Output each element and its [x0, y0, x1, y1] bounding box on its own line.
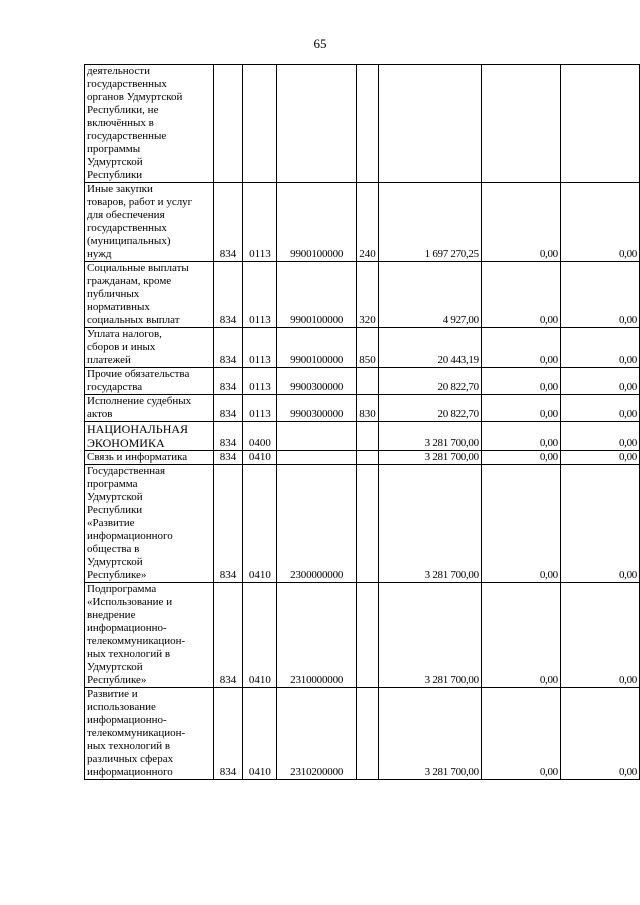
- amount-2-cell: 0,00: [481, 395, 560, 422]
- expense-type-cell: [357, 688, 379, 780]
- row-name-cell: Развитие и использование информационно- телекоммуникацион- ных технологий в различных сферах информационного: [85, 688, 214, 780]
- amount-2-cell: 0,00: [481, 328, 560, 368]
- grbs-code-cell: 834: [213, 183, 243, 262]
- amount-3-cell: [560, 65, 639, 183]
- table-row: [85, 65, 640, 183]
- amount-2-cell: 0,00: [481, 422, 560, 451]
- amount-2-cell: 0,00: [481, 465, 560, 583]
- section-code-cell: 0410: [243, 688, 277, 780]
- row-name-cell: НАЦИОНАЛЬНАЯ ЭКОНОМИКА: [85, 422, 214, 451]
- amount-3-cell: 0,00: [560, 183, 639, 262]
- target-article-cell: 2310200000: [277, 688, 357, 780]
- table-row: [85, 583, 640, 688]
- expense-type-cell: 240: [357, 183, 379, 262]
- amount-3-cell: 0,00: [560, 395, 639, 422]
- table-row: [85, 368, 640, 395]
- section-code-cell: 0410: [243, 583, 277, 688]
- amount-2-cell: 0,00: [481, 262, 560, 328]
- expense-type-cell: [357, 583, 379, 688]
- table-row: [85, 262, 640, 328]
- grbs-code-cell: 834: [213, 451, 243, 465]
- target-article-cell: 9900300000: [277, 395, 357, 422]
- amount-cell: 3 281 700,00: [378, 465, 481, 583]
- target-article-cell: 9900100000: [277, 183, 357, 262]
- target-article-cell: 9900100000: [277, 328, 357, 368]
- section-code-cell: 0410: [243, 451, 277, 465]
- target-article-cell: [277, 451, 357, 465]
- amount-2-cell: [481, 65, 560, 183]
- section-code-cell: [243, 65, 277, 183]
- expense-type-cell: [357, 422, 379, 451]
- amount-cell: 20 822,70: [378, 368, 481, 395]
- grbs-code-cell: 834: [213, 422, 243, 451]
- amount-cell: [378, 65, 481, 183]
- amount-cell: 20 822,70: [378, 395, 481, 422]
- target-article-cell: 2310000000: [277, 583, 357, 688]
- amount-2-cell: 0,00: [481, 368, 560, 395]
- section-code-cell: 0400: [243, 422, 277, 451]
- grbs-code-cell: 834: [213, 583, 243, 688]
- target-article-cell: 9900300000: [277, 368, 357, 395]
- row-name-cell: Исполнение судебных актов: [85, 395, 214, 422]
- section-code-cell: 0113: [243, 328, 277, 368]
- table-row: [85, 451, 640, 465]
- expense-type-cell: [357, 65, 379, 183]
- amount-2-cell: 0,00: [481, 183, 560, 262]
- amount-3-cell: 0,00: [560, 368, 639, 395]
- amount-cell: 20 443,19: [378, 328, 481, 368]
- table-row: [85, 688, 640, 780]
- section-code-cell: 0113: [243, 262, 277, 328]
- amount-3-cell: 0,00: [560, 583, 639, 688]
- expense-type-cell: [357, 451, 379, 465]
- grbs-code-cell: 834: [213, 262, 243, 328]
- section-code-cell: 0410: [243, 465, 277, 583]
- grbs-code-cell: 834: [213, 688, 243, 780]
- row-name-cell: Связь и информатика: [85, 451, 214, 465]
- row-name-cell: Социальные выплаты гражданам, кроме публичных нормативных социальных выплат: [85, 262, 214, 328]
- row-name-cell: Подпрограмма «Использование и внедрение информационно- телекоммуникацион- ных технологий в Удмуртской Республике»: [85, 583, 214, 688]
- target-article-cell: 2300000000: [277, 465, 357, 583]
- table-row: [85, 395, 640, 422]
- amount-cell: 3 281 700,00: [378, 583, 481, 688]
- grbs-code-cell: 834: [213, 368, 243, 395]
- amount-3-cell: 0,00: [560, 262, 639, 328]
- grbs-code-cell: 834: [213, 328, 243, 368]
- amount-3-cell: 0,00: [560, 328, 639, 368]
- table-row: [85, 422, 640, 451]
- grbs-code-cell: 834: [213, 465, 243, 583]
- table-row: [85, 183, 640, 262]
- row-name-cell: Государственная программа Удмуртской Республики «Развитие информационного общества в Удмуртской Республике»: [85, 465, 214, 583]
- page-number: 65: [313, 36, 327, 51]
- amount-3-cell: 0,00: [560, 688, 639, 780]
- grbs-code-cell: 834: [213, 395, 243, 422]
- expense-type-cell: 830: [357, 395, 379, 422]
- section-code-cell: 0113: [243, 183, 277, 262]
- expense-type-cell: 850: [357, 328, 379, 368]
- row-name-cell: Прочие обязательства государства: [85, 368, 214, 395]
- table-row: [85, 328, 640, 368]
- expense-type-cell: [357, 368, 379, 395]
- amount-3-cell: 0,00: [560, 422, 639, 451]
- amount-cell: 3 281 700,00: [378, 451, 481, 465]
- amount-cell: 4 927,00: [378, 262, 481, 328]
- row-name-cell: Иные закупки товаров, работ и услуг для обеспечения государственных (муниципальных) нужд: [85, 183, 214, 262]
- amount-2-cell: 0,00: [481, 688, 560, 780]
- target-article-cell: [277, 65, 357, 183]
- grbs-code-cell: [213, 65, 243, 183]
- row-name-cell: Уплата налогов, сборов и иных платежей: [85, 328, 214, 368]
- amount-cell: 1 697 270,25: [378, 183, 481, 262]
- amount-cell: 3 281 700,00: [378, 688, 481, 780]
- table-row: [85, 465, 640, 583]
- amount-2-cell: 0,00: [481, 451, 560, 465]
- section-code-cell: 0113: [243, 395, 277, 422]
- expense-type-cell: 320: [357, 262, 379, 328]
- section-code-cell: 0113: [243, 368, 277, 395]
- budget-table: [84, 64, 640, 780]
- target-article-cell: 9900100000: [277, 262, 357, 328]
- amount-3-cell: 0,00: [560, 465, 639, 583]
- amount-cell: 3 281 700,00: [378, 422, 481, 451]
- row-name-cell: деятельности государственных органов Удмуртской Республики, не включённых в государственные программы Удмуртской Республики: [85, 65, 214, 183]
- amount-3-cell: 0,00: [560, 451, 639, 465]
- target-article-cell: [277, 422, 357, 451]
- expense-type-cell: [357, 465, 379, 583]
- amount-2-cell: 0,00: [481, 583, 560, 688]
